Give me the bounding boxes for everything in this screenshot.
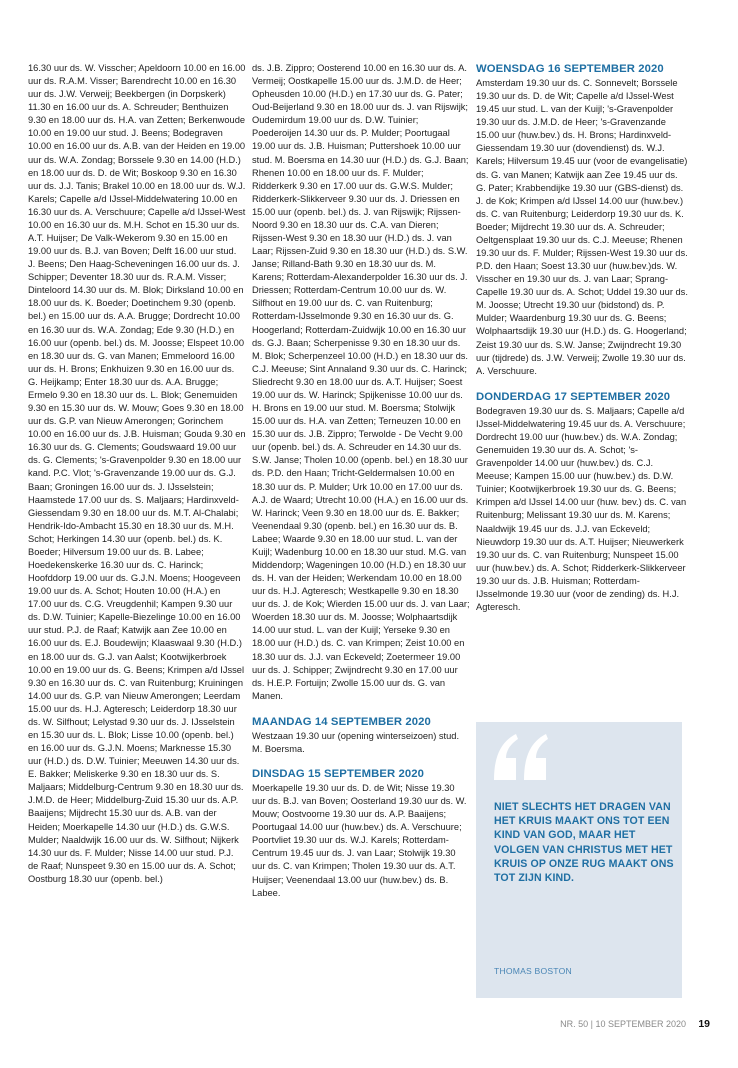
quote-box	[476, 722, 682, 998]
donderdag-text: Bodegraven 19.30 uur ds. S. Maljaars; Capelle a/d IJssel-Middelwatering 19.45 uur ds. A. Verschuure; Dordrecht 19.00 uur (huw.bev.) ds. W.A. Zondag; Genemuiden 19.30 uur ds. A. Schot; 's-Gravenpolder 14.00 uur (huw.bev.) ds. C.J. Meeuse; Kampen 15.00 uur (huw.bev.) ds. D.W. Tuinier; Kootwijkerbroek 19.30 uur ds. G. Beens; Krimpen a/d IJssel 14.00 uur (huw. bev.) ds. C. van Ruitenburg; Melissant 19.30 uur ds. M. Karens; Naaldwijk 19.45 uur ds. J.J. van Eckeveld; Nieuwdorp 19.30 uur ds. A.T. Huijser; Nieuwerkerk 19.30 uur ds. C. van Ruitenburg; Nunspeet 15.00 uur (huw.bev.) ds. A. Schot; Ridderkerk-Slikkerveer 19.30 uur ds. J.B. Huisman; Rotterdam-IJsselmonde 19.30 uur (voor de zending) ds. H.J. Agteresch.	[476, 405, 687, 612]
maandag-heading: MAANDAG 14 SEPTEMBER 2020	[252, 715, 431, 728]
column-3	[476, 62, 688, 702]
quote-mark-icon	[490, 728, 550, 788]
woensdag-heading: WOENSDAG 16 SEPTEMBER 2020	[476, 63, 664, 75]
quote-text: NIET SLECHTS HET DRAGEN VAN HET KRUIS MAAKT ONS TOT EEN KIND VAN GOD, MAAR HET VOLGEN VAN CHRISTUS MET HET KRUIS OP ONZE RUG MAAKT ONS TOT ZIJN KIND.	[494, 801, 674, 885]
column-2-intro: ds. J.B. Zippro; Oosterend 10.00 en 16.30 uur ds. A. Vermeij; Oostkapelle 15.00 uur ds. J.M.D. de Heer; Opheusden 10.00 (H.D.) en 17.30 uur ds. G. Pater; Oud-Beijerland 9.30 en 18.00 uur ds. J. van Rijswijk; Oudemirdum 19.00 uur ds. D.W. Tuinier; Poederoijen 14.30 uur ds. P. Mulder; Poortugaal 19.00 uur ds. J.B. Huisman; Puttershoek 10.00 uur stud. M. Boersma en 14.30 uur (H.D.) ds. G.J. Baan; Rhenen 10.00 en 18.00 uur ds. F. Mulder; Ridderkerk 9.30 en 17.00 uur ds. G.W.S. Mulder; Ridderkerk-Slikkerveer 9.30 uur ds. J. Driessen en 15.00 uur (openb. bel.) ds. J. van Rijswijk; Rijssen-Noord 9.30 en 18.30 uur ds. C.A. van Dieren; Rijssen-West 9.30 en 18.30 uur (H.D.) ds. J. van Laar; Rijssen-Zuid 9.30 en 18.30 uur (H.D.) ds. S.W. Janse; Rilland-Bath 9.30 en 18.30 uur ds. M. Karens; Rotterdam-Alexanderpolder 16.30 uur ds. J. Driessen; Rotterdam-Centrum 10.00 uur ds. W. Silfhout en 19.00 uur ds. C. van Ruitenburg; Rotterdam-IJsselmonde 9.30 en 16.30 uur ds. G. Hoogerland; Rotterdam-Zuidwijk 10.00 en 16.30 uur ds. G.J. Baan; Scherpenisse 9.30 en 18.30 uur ds. M. Blok; Scherpenzeel 10.00 (H.D.) en 18.30 uur ds. C.J. Meeuse; Sint Annaland 9.30 uur ds. C. Harinck; Sliedrecht 9.30 en 18.00 uur ds. A.T. Huijser; Soest 19.00 uur ds. W. Harinck; Spijkenisse 10.00 uur ds. H. Brons en 19.00 uur stud. M. Boersma; Stolwijk 15.00 uur ds. H.A. van Zetten; Terneuzen 10.00 en 15.30 uur ds. J.B. Zippro; Terwolde - De Vecht 9.00 uur (openb. bel.) ds. A. Schreuder en 14.30 uur ds. S.W. Janse; Tholen 10.00 (openb. bel.) en 18.30 uur ds. P.D. den Haan; Tricht-Geldermalsen 10.00 en 18.30 uur ds. P. Mulder; Urk 10.00 en 17.00 uur ds. A.J. de Waard; Utrecht 10.00 (H.A.) en 16.00 uur ds. W. Harinck; Veen 9.30 en 18.00 uur ds. E. Bakker; Veenendaal 9.30 (openb. bel.) en 16.30 uur ds. B. Labee; Waarde 9.30 en 18.00 uur stud. L. van der Kuijl; Wadenburg 10.00 en 18.30 uur stud. M.G. van Middendorp; Wageningen 10.00 (H.D.) en 18.30 uur ds. H. van der Heiden; Werkendam 10.00 en 18.00 uur ds. H.J. Agteresch; Westkapelle 9.30 en 18.30 uur ds. J. de Kok; Wierden 15.00 uur ds. J. van Laar; Woerden 18.30 uur ds. M. Joosse; Wolphaartsdijk 14.00 uur stud. L. van der Kuijl; Yerseke 9.30 en 18.00 uur (H.D.) ds. C. van Krimpen; Zeist 10.00 en 18.30 uur ds. J.J. van Eckeveld; Zoetermeer 19.00 uur ds. J. Schipper; Zwijndrecht 9.30 en 17.00 uur ds. H.E.P. Fortuijn; Zwolle 15.00 uur ds. G. van Manen.	[252, 63, 470, 701]
page-number: 19	[698, 1018, 710, 1030]
column-1	[28, 62, 246, 1010]
footer-issue: NR. 50 | 10 SEPTEMBER 2020	[560, 1019, 686, 1029]
donderdag-heading: DONDERDAG 17 SEPTEMBER 2020	[476, 390, 671, 403]
dinsdag-text: Moerkapelle 19.30 uur ds. D. de Wit; Nisse 19.30 uur ds. B.J. van Boven; Oosterland 19.30 uur ds. W. Mouw; Oostvoorne 19.30 uur ds. A.P. Baaijens; Poortugaal 14.00 uur (huw.bev.) ds. A. Verschuure; Poortvliet 19.30 uur ds. W.J. Karels; Rotterdam-Centrum 19.45 uur ds. J. van Laar; Stolwijk 19.30 uur ds. C. van Krimpen; Tholen 19.30 uur ds. A.T. Huijser; Veenendaal 13.00 uur (huw.bev.) ds. B. Labee.	[252, 782, 467, 898]
quote-author: THOMAS BOSTON	[494, 966, 572, 976]
column-2	[252, 62, 470, 1010]
dinsdag-heading: DINSDAG 15 SEPTEMBER 2020	[252, 767, 425, 780]
woensdag-text: Amsterdam 19.30 uur ds. C. Sonnevelt; Borssele 19.30 uur ds. D. de Wit; Capelle a/d IJssel-West 19.45 uur stud. L. van der Kuijl; 's-Gravenpolder 19.30 uur ds. J.M.D. de Heer; 's-Gravenzande 15.00 uur (huw.bev.) ds. H. Brons; Hardinxveld-Giessendam 19.30 uur (dovendienst) ds. W.J. Karels; Hilversum 19.45 uur (voor de evangelisatie) ds. G. van Manen; Katwijk aan Zee 19.45 uur ds. G. Pater; Krabbendijke 19.30 uur (GBS-dienst) ds. J. de Kok; Krimpen a/d IJssel 14.00 uur (huw.bev.) ds. C. van Ruitenburg; Leiderdorp 19.30 uur ds. K. Boeder; Mijdrecht 19.30 uur ds. A. Schreuder; Oeltgensplaat 19.30 uur ds. C.J. Meeuse; Rhenen 19.30 uur ds. F. Mulder; Rijssen-West 19.30 uur ds. P.D. den Haan; Soest 13.30 uur (huw.bev.)ds. W. Visscher en 19.30 uur ds. J. van Laar; Sprang-Capelle 19.30 uur ds. A. Schot; Uddel 19.30 uur ds. M. Joosse; Utrecht 19.30 uur (bidstond) ds. P. Mulder; Waardenburg 19.30 uur ds. G. Beens; Wolphaartsdijk 19.30 uur (H.D.) ds. G. Hoogerland; Zeist 19.30 uur ds. S.W. Janse; Zwijndrecht 19.30 uur (tijdrede) ds. J.W. Verweij; Zwolle 19.30 uur ds. A. Verschuure.	[476, 78, 688, 376]
column-1-text: 16.30 uur ds. W. Visscher; Apeldoorn 10.00 en 16.00 uur ds. R.A.M. Visser; Barendrecht 10.00 en 16.30 uur ds. J.W. Verweij; Beekbergen (in Dorpskerk) 11.30 en 16.00 uur ds. A. Schreuder; Benthuizen 9.30 en 18.00 uur ds. H.A. van Zetten; Berkenwoude 10.00 en 19.00 uur stud. J. Beens; Bodegraven 10.00 en 16.00 uur ds. A.B. van der Heiden en 19.00 uur ds. W.A. Zondag; Borssele 9.30 en 14.00 (H.D.) en 18.00 uur ds. D. de Wit; Boskoop 9.30 en 16.30 uur ds. J.J. Tanis; Brakel 10.00 en 18.00 uur ds. W.J. Karels; Capelle a/d IJssel-Middelwatering 10.00 en 16.30 uur ds. A. Verschuure; Capelle a/d IJssel-West 10.00 en 16.30 uur ds. M.H. Schot en 15.30 uur ds. A.T. Huijser; De Valk-Wekerom 9.30 en 15.00 en 19.00 uur ds. B.J. van Boven; Delft 16.00 uur stud. J. Beens; Den Haag-Scheveningen 16.00 uur ds. J. Schipper; Deventer 18.30 uur ds. R.A.M. Visser; Dinteloord 14.30 uur ds. M. Blok; Dirksland 10.00 en 18.00 uur ds. K. Boeder; Doetinchem 9.30 (openb. bel.) en 15.00 uur ds. A.A. Brugge; Dordrecht 10.00 en 16.30 uur ds. W.A. Zondag; Ede 9.30 (H.D.) en 16.00 uur (openb. bel.) ds. M. Joosse; Elspeet 10.00 en 18.30 uur ds. G. van Manen; Emmeloord 16.00 uur ds. H. Brons; Enkhuizen 9.30 en 16.00 uur ds. G. Heijkamp; Enter 18.30 uur ds. A.A. Brugge; Ermelo 9.30 en 18.30 uur ds. L. Blok; Genemuiden 9.30 en 15.30 uur ds. W. Mouw; Goes 9.30 en 18.00 uur ds. G.P. van Nieuw Amerongen; Gorinchem 10.00 en 16.00 uur ds. J.B. Huisman; Gouda 9.30 en 16.30 uur ds. G. Clements; Goudswaard 19.00 uur ds. G. Clements; 's-Gravenpolder 9.30 en 18.00 uur kand. P.C. Vlot; 's-Gravenzande 19.00 uur ds. G.J. Baan; Groningen 16.00 uur ds. J. IJsselstein; Haamstede 17.00 uur ds. S. Maljaars; Hardinxveld-Giessendam 9.30 en 18.00 uur ds. M.T. Al-Chalabi; Hendrik-Ido-Ambacht 15.30 en 18.30 uur ds. M.H. Schot; Herkingen 14.30 uur (openb. bel.) ds. K. Boeder; Hilversum 19.00 uur ds. B. Labee; Hoedekenskerke 16.30 uur ds. C. Harinck; Hoofddorp 19.00 uur ds. G.J.N. Moens; Hoogeveen 19.00 uur ds. A. Schot; Houten 10.00 (H.A.) en 17.00 uur ds. C.G. Vreugdenhil; Kampen 9.30 uur ds. D.W. Tuinier; Kapelle-Biezelinge 10.00 en 16.00 uur stud. P.J. de Raaf; Katwijk aan Zee 10.00 en 16.00 uur ds. E.J. Boudewijn; Klaaswaal 9.30 (H.D.) en 18.00 uur ds. G.J. van Aalst; Kootwijkerbroek 10.00 en 19.00 uur ds. G. Beens; Krimpen a/d IJssel 9.30 en 16.30 uur ds. C. van Ruitenburg; Kruiningen 14.00 uur ds. G.P. van Nieuw Amerongen; Leerdam 15.00 uur ds. H.J. Agteresch; Leiderdorp 18.30 uur ds. W. Silfhout; Lelystad 9.30 uur ds. J. IJsselstein en 15.30 uur ds. L. Blok; Lisse 10.00 (openb. bel.) en 16.00 uur ds. G.J.N. Moens; Marknesse 15.30 uur (H.D.) ds. D.W. Tuinier; Meeuwen 14.30 uur ds. E. Bakker; Meliskerke 9.30 en 18.30 uur ds. S. Maljaars; Middelburg-Centrum 9.30 en 18.30 uur ds. J.M.D. de Heer; Middelburg-Zuid 15.30 uur ds. A.P. Baaijens; Mijdrecht 15.30 uur ds. A.B. van der Heiden; Moerkapelle 14.30 uur (H.D.) ds. G.W.S. Mulder; Naaldwijk 16.00 uur ds. W. Silfhout; Nijkerk 14.30 uur ds. F. Mulder; Nisse 14.00 uur stud. P.J. de Raaf; Nunspeet 9.30 en 15.00 uur ds. A. Schot; Oostburg 18.30 uur (openb. bel.)	[28, 63, 246, 884]
maandag-text: Westzaan 19.30 uur (opening winterseizoen) stud. M. Boersma.	[252, 730, 460, 754]
